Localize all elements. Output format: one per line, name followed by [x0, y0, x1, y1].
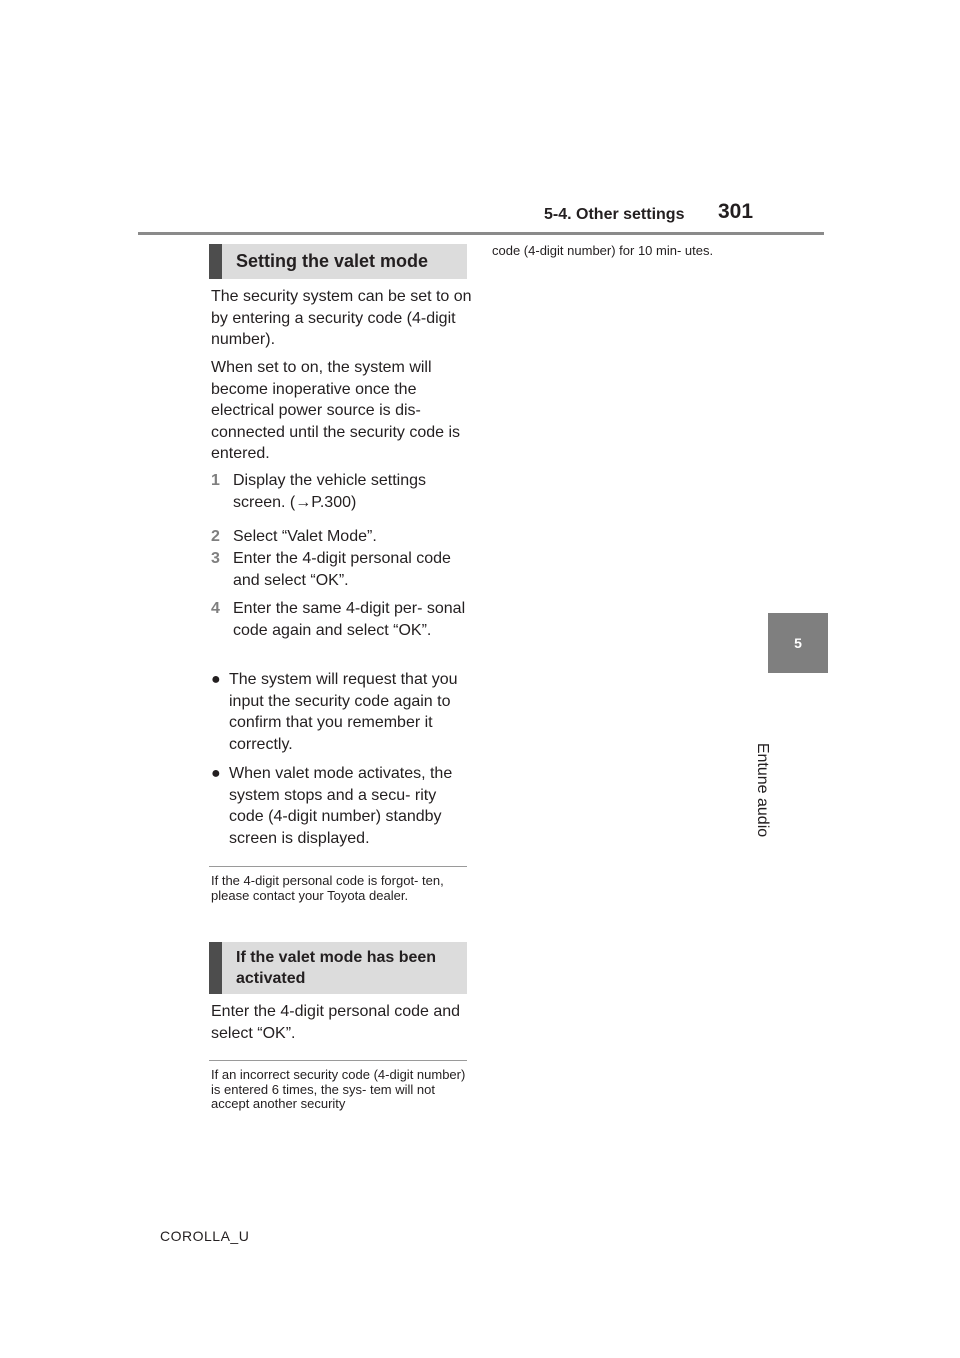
section-heading-text: Setting the valet mode — [236, 251, 429, 271]
step-text: Select “Valet Mode”. — [233, 528, 377, 545]
footer-model-label: COROLLA_U — [160, 1228, 250, 1244]
page-number: 301 — [718, 200, 754, 223]
section-heading-text — [236, 947, 436, 989]
step-text: Enter the same 4-digit per- sonal code again and select “OK”. — [233, 600, 466, 639]
step-text: Enter the 4-digit personal code and select “OK”. — [233, 550, 451, 589]
bullet-marker: ● — [211, 671, 221, 688]
header-divider — [138, 232, 824, 235]
step-item — [211, 470, 473, 513]
step-number: 2 — [211, 528, 220, 545]
section-heading-valet-activated — [209, 942, 467, 994]
note-text-continued: code (4-digit number) for 10 min- utes. — [492, 243, 714, 258]
paragraph: When set to on, the system will become inoperative once the electrical power source is dis- connected until the security code is entered. — [211, 359, 461, 462]
step-text: Display the vehicle settings screen. (→P.300) — [233, 472, 426, 511]
chapter-title: Entune audio — [754, 742, 771, 838]
heading-line: If the valet mode has been — [236, 949, 437, 966]
chapter-number: 5 — [794, 635, 802, 651]
step-number: 1 — [211, 472, 220, 489]
note-text: If an incorrect security code (4-digit number) is entered 6 times, the sys- tem will not accept another security — [211, 1067, 466, 1111]
step-item — [211, 526, 473, 548]
note-divider — [209, 866, 467, 867]
step-number: 3 — [211, 550, 220, 567]
bullet-text: When valet mode activates, the system stops and a secu- rity code (4-digit number) standby screen is displayed. — [229, 765, 453, 847]
bullet-text: The system will request that you input the security code again to confirm that you remember it correctly. — [229, 671, 458, 753]
bullet-item — [211, 669, 473, 755]
note-divider — [209, 1060, 467, 1061]
step-number: 4 — [211, 600, 220, 617]
bullet-item — [211, 763, 473, 849]
chapter-tab — [768, 613, 828, 673]
paragraph: The security system can be set to on by entering a security code (4-digit number). — [211, 288, 472, 348]
paragraph: Enter the 4-digit personal code and select “OK”. — [211, 1003, 461, 1042]
note-text: If the 4-digit personal code is forgot- ten, please contact your Toyota dealer. — [211, 873, 444, 903]
section-heading-valet-mode — [209, 244, 467, 279]
heading-line: activated — [236, 970, 306, 987]
running-header-section-title: 5-4. Other settings — [544, 206, 685, 223]
bullet-marker: ● — [211, 765, 221, 782]
step-item — [211, 598, 473, 641]
step-item — [211, 548, 473, 591]
